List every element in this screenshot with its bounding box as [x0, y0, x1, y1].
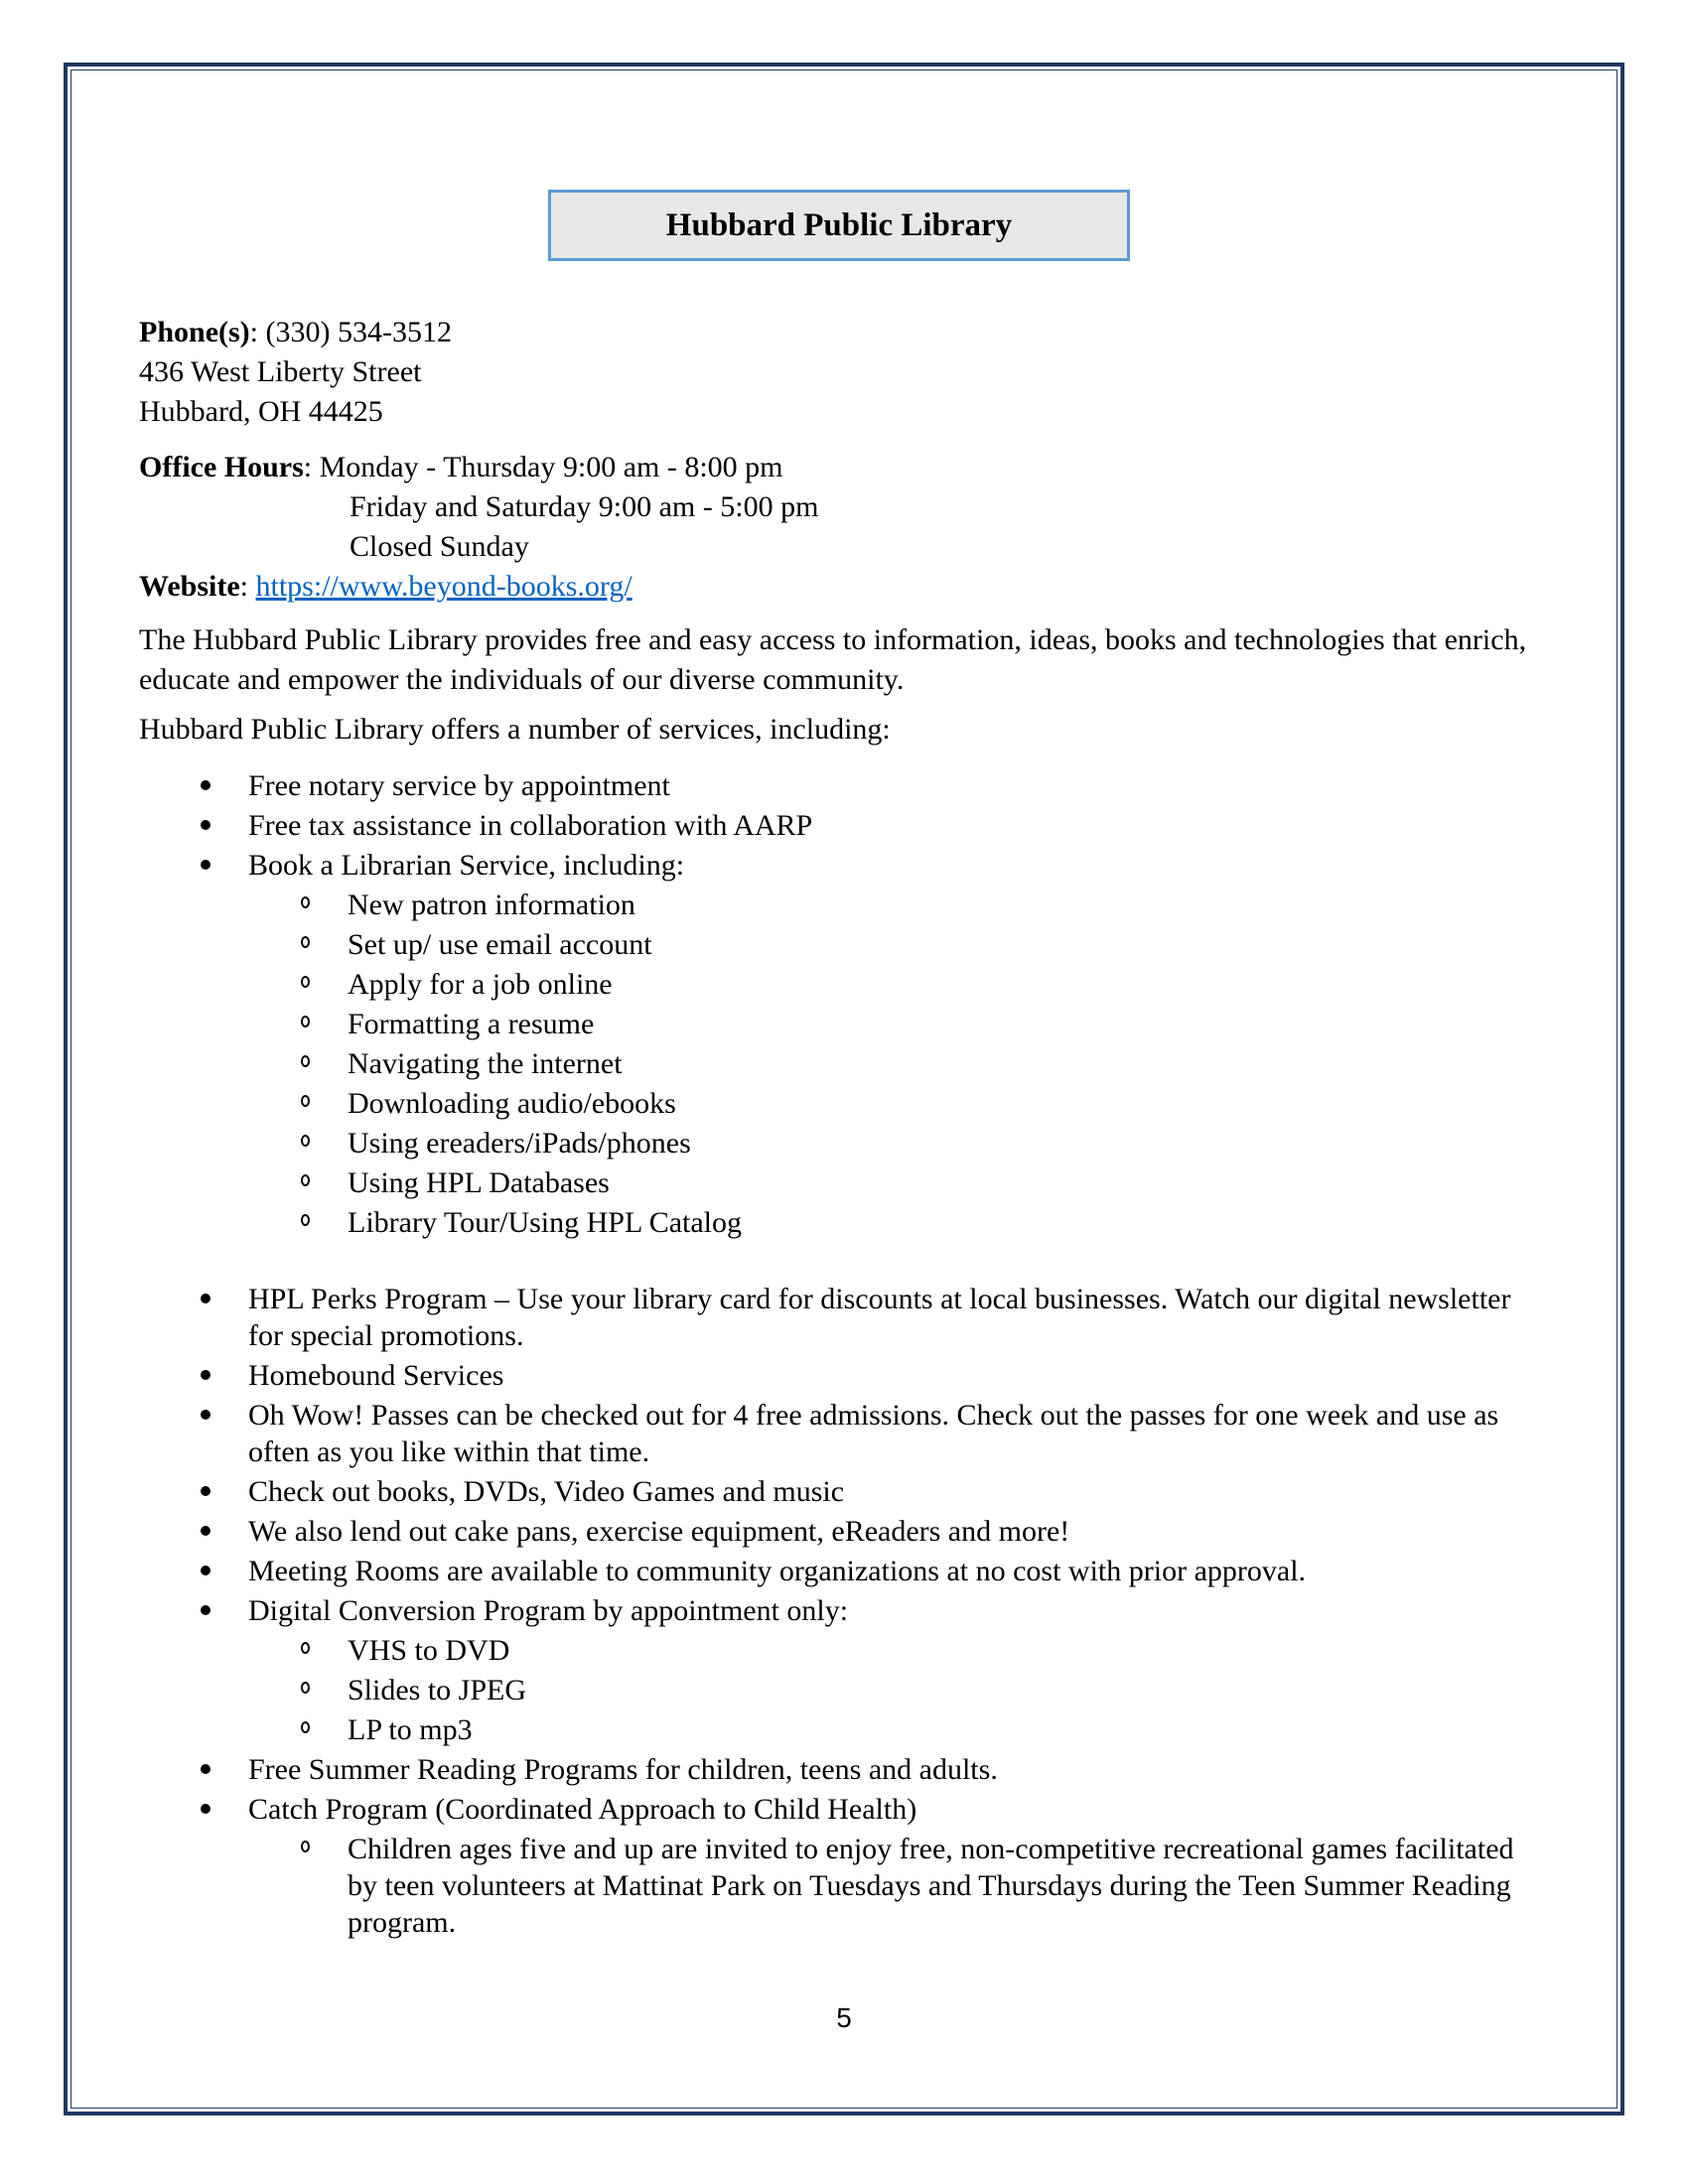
page-border — [64, 63, 1624, 2116]
office-hours-label: Office Hours — [139, 451, 304, 483]
page-number: 5 — [836, 2002, 852, 2033]
services-heading: Hubbard Public Library offers a number of services, including: — [139, 713, 891, 746]
website-link[interactable]: https://www.beyond-books.org/ — [255, 570, 633, 603]
website-label: Website — [139, 570, 240, 603]
sub-bullet-item: Library Tour/Using HPL Catalog — [139, 1204, 1539, 1241]
mission-paragraph: The Hubbard Public Library provides free and easy access to information, ideas, books and technologies that enrich, educate and empower the individuals of our diverse community. — [139, 623, 1527, 696]
office-hours-line-1: Office Hours: Monday - Thursday 9:00 am - 8:00 pm — [139, 451, 783, 483]
bullet-item: Free Summer Reading Programs for children, teens and adults. — [139, 1751, 1539, 1788]
office-hours-line-3: Closed Sunday — [350, 530, 529, 563]
office-hours-block — [139, 448, 1539, 607]
bullet-item: Oh Wow! Passes can be checked out for 4 free admissions. Check out the passes for one week and use as often as you like within that time. — [139, 1397, 1539, 1470]
contact-block — [139, 313, 1539, 432]
page-content-area — [70, 69, 1618, 2109]
sub-bullet-item: Children ages five and up are invited to enjoy free, non-competitive recreational games facilitated by teen volunteers at Mattinat Park on Tuesdays and Thursdays during the Teen Summer Reading program. — [139, 1831, 1539, 1941]
bullet-item: Catch Program (Coordinated Approach to Child Health) — [139, 1791, 1539, 1828]
sub-bullet-item: Slides to JPEG — [139, 1672, 1539, 1708]
bullet-item: Meeting Rooms are available to community organizations at no cost with prior approval. — [139, 1553, 1539, 1589]
bullet-item: Book a Librarian Service, including: — [139, 847, 1539, 884]
sub-bullet-item: LP to mp3 — [139, 1711, 1539, 1748]
bullet-item: Free tax assistance in collaboration with AARP — [139, 807, 1539, 844]
address-line-2: Hubbard, OH 44425 — [139, 395, 383, 428]
sub-bullet-item: Formatting a resume — [139, 1006, 1539, 1042]
office-hours-line-2: Friday and Saturday 9:00 am - 5:00 pm — [350, 490, 819, 523]
sub-bullet-item: Apply for a job online — [139, 966, 1539, 1003]
phone-line: Phone(s): (330) 534-3512 — [139, 316, 452, 348]
bullet-item: Digital Conversion Program by appointment only: — [139, 1592, 1539, 1629]
services-list — [139, 767, 1539, 1941]
sub-bullet-item: Downloading audio/ebooks — [139, 1085, 1539, 1122]
phone-label: Phone(s) — [139, 316, 250, 348]
bullet-item: Homebound Services — [139, 1357, 1539, 1394]
website-line: Website: https://www.beyond-books.org/ — [139, 570, 633, 603]
sub-bullet-item: Set up/ use email account — [139, 926, 1539, 963]
bullet-item: Check out books, DVDs, Video Games and music — [139, 1473, 1539, 1510]
bullet-item: HPL Perks Program – Use your library card for discounts at local businesses. Watch our digital newsletter for special promotions. — [139, 1281, 1539, 1354]
sub-bullet-item: Using HPL Databases — [139, 1164, 1539, 1201]
sub-bullet-item: VHS to DVD — [139, 1632, 1539, 1669]
sub-bullet-item: Using ereaders/iPads/phones — [139, 1125, 1539, 1161]
address-line-1: 436 West Liberty Street — [139, 355, 422, 388]
sub-bullet-item: Navigating the internet — [139, 1045, 1539, 1082]
page-title: Hubbard Public Library — [665, 207, 1013, 243]
bullet-item: Free notary service by appointment — [139, 767, 1539, 804]
sub-bullet-item: New patron information — [139, 887, 1539, 923]
document-title-box — [548, 190, 1130, 261]
bullet-item: We also lend out cake pans, exercise equipment, eReaders and more! — [139, 1513, 1539, 1550]
